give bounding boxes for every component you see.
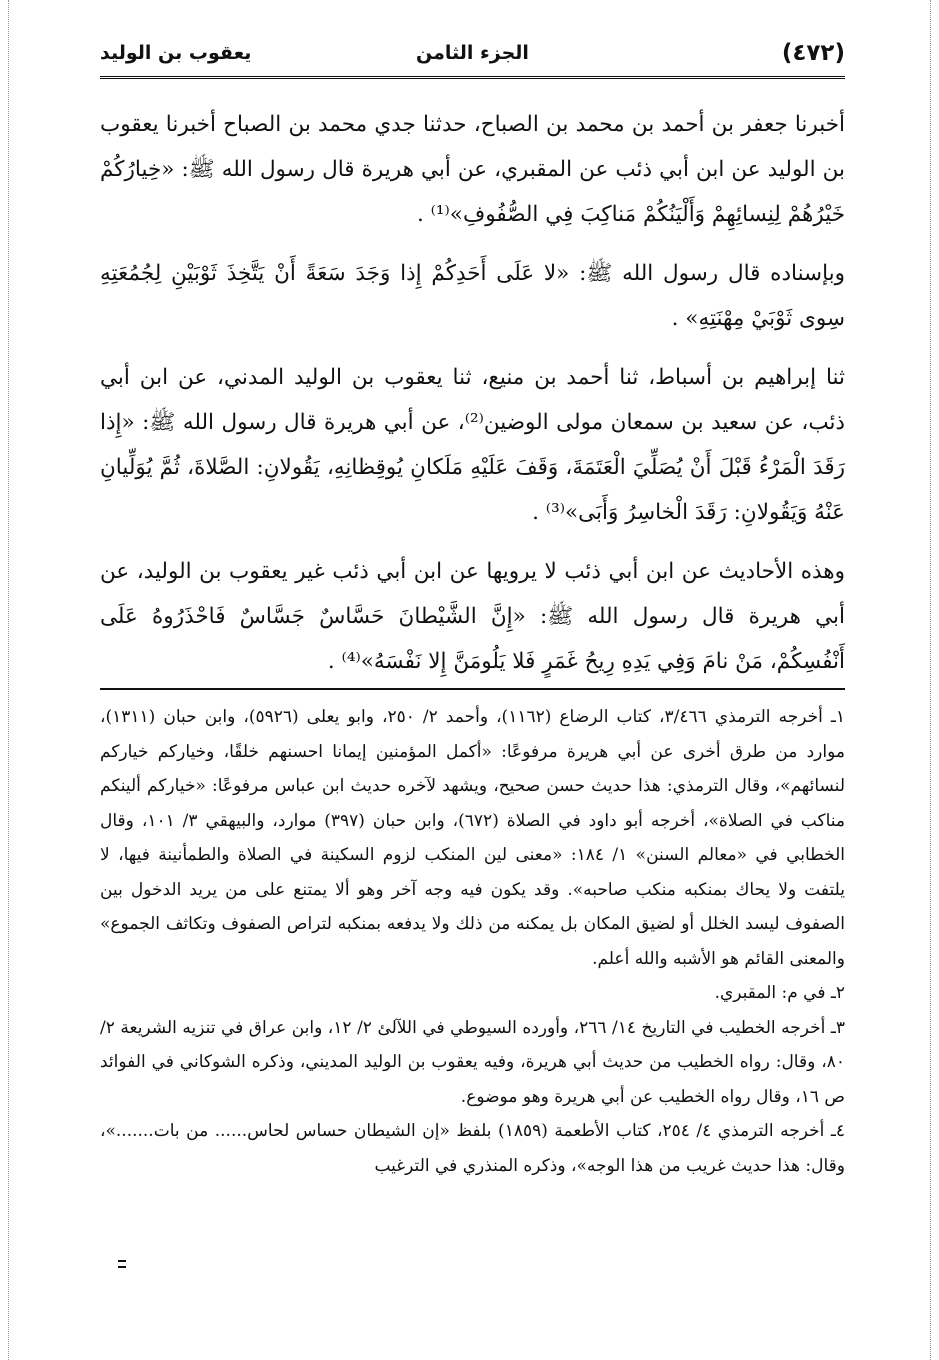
margin-mark xyxy=(118,1266,126,1268)
paragraph: وبإسناده قال رسول الله ﷺ: «لا عَلَى أَحَدِكُمْ إِذا وَجَدَ سَعَةً أَنْ يَتَّخِذَ ثَوْبَيْنِ لِجُمُعَتِهِ سِوى ثَوْبَيْ مِهْنَتِهِ» . xyxy=(100,261,845,331)
footnotes xyxy=(100,700,845,1183)
footnote: ٤ـ أخرجه الترمذي ٤/ ٢٥٤، كتاب الأطعمة (١٨٥٩) بلفظ «إن الشيطان حساس لحاس...... من بات.......»، وقال: هذا حديث غريب من هذا الوجه»، وذكره المنذري في الترغيب xyxy=(100,1121,845,1176)
paragraph: أخبرنا جعفر بن أحمد بن محمد بن الصباح، حدثنا جدي محمد بن الصباح أخبرنا يعقوب بن الوليد عن ابن أبي ذئب عن المقبري، عن أبي هريرة قال رسول الله ﷺ: «خِيارُكُمْ خَيْرُهُمْ لِنِسائِهِمْ وَأَلْيَنُكُمْ مَناكِبَ فِي الصُّفُوفِ»⁽¹⁾ . xyxy=(100,112,845,227)
footnote: ٢ـ في م: المقبري. xyxy=(714,983,845,1003)
page-header xyxy=(100,34,845,76)
footnote-separator xyxy=(100,688,845,690)
scan-margin-right xyxy=(930,0,931,1360)
scan-margin-left xyxy=(8,0,9,1360)
page-number: (٤٧٢) xyxy=(781,40,845,66)
paragraph: وهذه الأحاديث عن ابن أبي ذئب لا يرويها عن ابن أبي ذئب غير يعقوب بن الوليد، عن أبي هريرة قال رسول الله ﷺ: «إِنَّ الشَّيْطانَ حَسَّاسٌ جَسَّاسٌ فَاحْذَرُوهُ عَلَى أَنْفُسِكُمْ، مَنْ نامَ وَفِي يَدِهِ رِيحُ غَمَرٍ فَلا يَلُومَنَّ إِلا نَفْسَهُ»⁽⁴⁾ . xyxy=(100,559,845,674)
paragraph: ثنا إبراهيم بن أسباط، ثنا أحمد بن منيع، ثنا يعقوب بن الوليد المدني، عن ابن أبي ذئب، عن سعيد بن سمعان مولى الوضين⁽²⁾، عن أبي هريرة قال رسول الله ﷺ: «إِذا رَقَدَ الْمَرْءُ قَبْلَ أَنْ يُصَلِّيَ الْعَتَمَةَ، وَقَفَ عَلَيْهِ مَلَكانِ يُوقِظانِهِ، يَقُولانِ: الصَّلاةَ، ثُمَّ يُوَلِّيانِ عَنْهُ وَيَقُولانِ: رَقَدَ الْخاسِرُ وَأَبَى»⁽³⁾ . xyxy=(100,365,845,525)
header-rule xyxy=(100,76,845,79)
margin-mark xyxy=(118,1260,126,1262)
footnote: ٣ـ أخرجه الخطيب في التاريخ ١٤/ ٢٦٦، وأورده السيوطي في اللآلئ ٢/ ١٢، وابن عراق في تنزيه الشريعة ٢/ ٨٠، وقال: رواه الخطيب من حديث أبي هريرة، وفيه يعقوب بن الوليد المديني، وذكره الشوكاني في الفوائد ص ١٦، وقال رواه الخطيب عن أبي هريرة وهو موضوع. xyxy=(100,1017,845,1107)
main-text xyxy=(100,102,845,698)
part-title: الجزء الثامن xyxy=(416,42,529,64)
footnote: ١ـ أخرجه الترمذي ٣/٤٦٦، كتاب الرضاع (١١٦٢)، وأحمد ٢/ ٢٥٠، وابو يعلى (٥٩٢٦)، وابن حبان (١٣١١)، موارد من طرق أخرى عن أبي هريرة مرفوعًا: «أكمل المؤمنين إيمانا احسنهم خلقًا، وخياركم خياركم لنسائهم»، وقال الترمذي: هذا حديث حسن صحيح، ويشهد لآخره حديث ابن عباس مرفوعًا: «خياركم ألينكم مناكب في الصلاة»، أخرجه أبو داود في الصلاة (٦٧٢)، وابن حبان (٣٩٧) موارد، والبيهقي ٣/ ١٠١، وقال الخطابي في «معالم السنن» ١/ ١٨٤: «معنى لين المنكب لزوم السكينة في الصلاة والطمأنينة فيها، لا يلتفت ولا يحاك بمنكبه منكب صاحبه». وقد يكون فيه وجه آخر وهو ألا يمتنع على من يريد الدخول بين الصفوف ليسد الخلل أو لضيق المكان بل يمكنه من ذلك ولا يدفعه بمنكبه لتراص الصفوف وتكاثف الجموع» والمعنى القائم هو الأشبه والله أعلم. xyxy=(100,707,846,969)
running-title: يعقوب بن الوليد xyxy=(100,42,252,64)
